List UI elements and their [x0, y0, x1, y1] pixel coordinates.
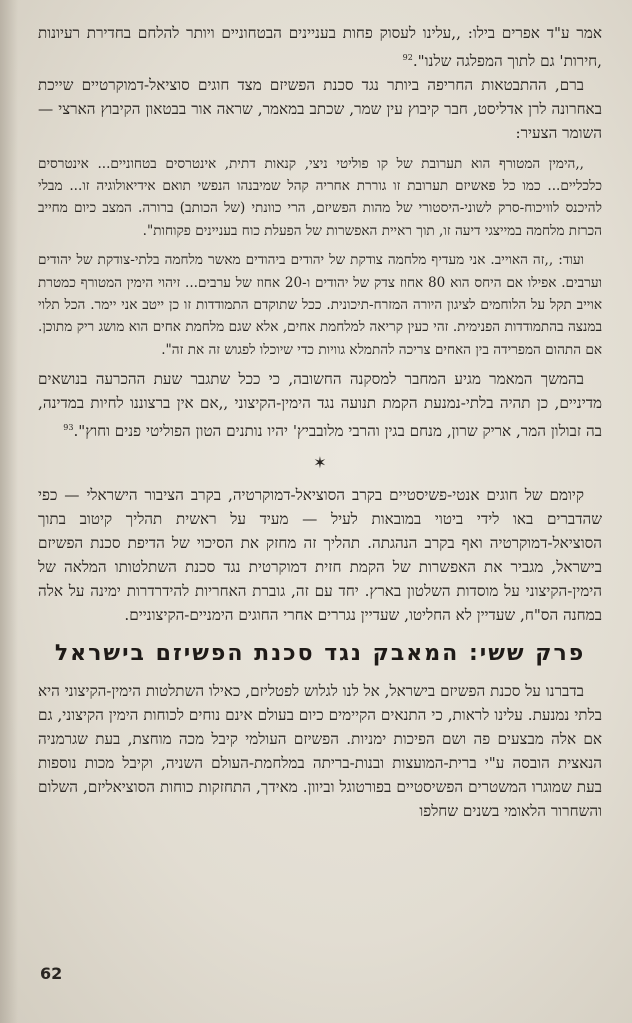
chapter-title: פרק ששי: המאבק נגד סכנת הפשיזם בישראל [54, 641, 586, 667]
page-number: 62 [40, 964, 63, 983]
paragraph-antifascist-circles: קיומם של חוגים אנטי-פשיסטיים בקרב הסוציאל-דמוקרטיה, בקרב הציבור הישראלי — כפי שהדברים באו לידי ביטוי במובאות לעיל — מעיד על ראשית תהליך קיטוב בתוך הסוציאל-דמוקרטיה ואף בקרב הנהגתה. תהליך זה מחזק את הסיכוי של הדיפת סכנת הפשיזם בישראל, מגביר את האפשרות של הקמת חזית דמוקרטית נגד סכנת השתלטותו המלאה של הימין-הקיצוני על מוסדות השלטון בארץ. יחד עם זה, גוברת האחריות להידרדרות ימינה על אלה במחנה הס"ח, שעדיין לא החליטו, שעדיין נגררים אחרי החוגים הימניים-הקיצוניים. [38, 486, 602, 624]
paragraph-adelist-intro: ברם, ההתבטאות החריפה ביותר נגד סכנת הפשיזם מצד חוגים סוציאל-דמוקרטיים שייכת באחרונה לרן אדליסט, חבר קיבוץ עין שמר, שכתב במאמר, שראה אור בבטאון הקיבוץ הארצי — השומר הצעיר: [38, 75, 602, 142]
section-divider-star: ✶ [313, 453, 327, 473]
paragraph-conclusion [38, 368, 602, 444]
quote-enemy: ועוד: ,,זה האוייב. אני מעדיף מלחמה צודקת של יהודים ביהודים מאשר מלחמה בלתי-צודקת של יהודים וערבים. אפילו אם היחס הוא 80 אחוז צדק של יהודים ו-20 אחוז של ערבים... זיהוי הימין המטורף כמטרת אוייב תקל על הלוחמים לציגון היורה המזרח-תיכונית. ככל שתוקדם התמודדות זו כן ייטב אני יימר. הכל תלוי במנצה בהתמודדות הפנימית. זהי כעין קריאה למלחמת אחים, אלא שגם מלחמת אחים הוא מושג ריק מתוכן. אם התהום המפרידה בין האחים צריכה להתמלא גוויות כדי שיוכלו לפגוש זה את זה". [38, 252, 603, 358]
quote-extreme-right: ,,הימין המטורף הוא תערובת של קו פוליטי ניצי, קנאות דתית, אינטרסים בטחוניים... אינטרסים כלכליים... כמו כל פאשיזם תערובת זו גוררת אחריה קהל שמיבנהו הנפשי תואם אידיאולוגיה זו... מבלי להיכנס לוויכוח-סרק לשוני-היסטורי של מהות הפשיזם, הרי כוונתי (של הכותב) ברורה. המצב כיום מחייב הכרזת מלחמה במייצגי דיעה זו, תוך ראיית האפשרות של הפעלת כוח בעניינים פקוחות". [38, 155, 602, 239]
footnote-ref-93: 93 [63, 423, 74, 433]
footnote-ref-92: 92 [402, 52, 413, 62]
paragraph-conclusion-text: בהמשך המאמר מגיע המחבר למסקנה החשובה, כי ככל שתגבר שעת ההכרעה בנושאים מדיניים, כן תהיה בלתי-נמנעת הקמת תנועה נגד הימין-הקיצוני ,,אם אין ברצוננו לחיות במדינה, בה זבולון המר, אריק שרון, מנחם בגין והרבי מלובביץ' יהיו נותנים הטון הפוליטי פנים וחוץ". [38, 370, 602, 441]
page-gutter-shadow [0, 0, 18, 1023]
paragraph-bilu-text: אמר ע"ד אפרים בילו: ,,עלינו לעסוק פחות בעניינים הבטחוניים ויותר להלחם בחדירת רעיונות ,חירות' גם לתוך המפלגה שלנו". [38, 24, 602, 70]
paragraph-chapter-opening: בדברנו על סכנת הפשיזם בישראל, אל לנו לגלוש לפטליזם, כאילו השתלטות הימין-הקיצוני היא בלתי נמנעת. עלינו לראות, כי התנאים הקיימים כיום בעולם אינם נוחים לכוחות הימין הקיצוני, גם אם אלה מבצעים פה ושם הפיכות ימניות. הפשיזם העולמי קיבל מכה מוחצת, בעת שגרמניה הנאצית הובסה ע"י ברית-המועצות ובנות-בריתה במלחמת-העולם השניה, וקיבל מכות נוספות בעת שמוגרו המשטרים הפשיסטיים בפורטוגל וביוון. מאידך, התחזקות כוחות הסוציאליזם, השלום והשחרור הלאומי בשנים שחלפו [38, 682, 602, 820]
paragraph-bilu-quote [38, 22, 602, 74]
